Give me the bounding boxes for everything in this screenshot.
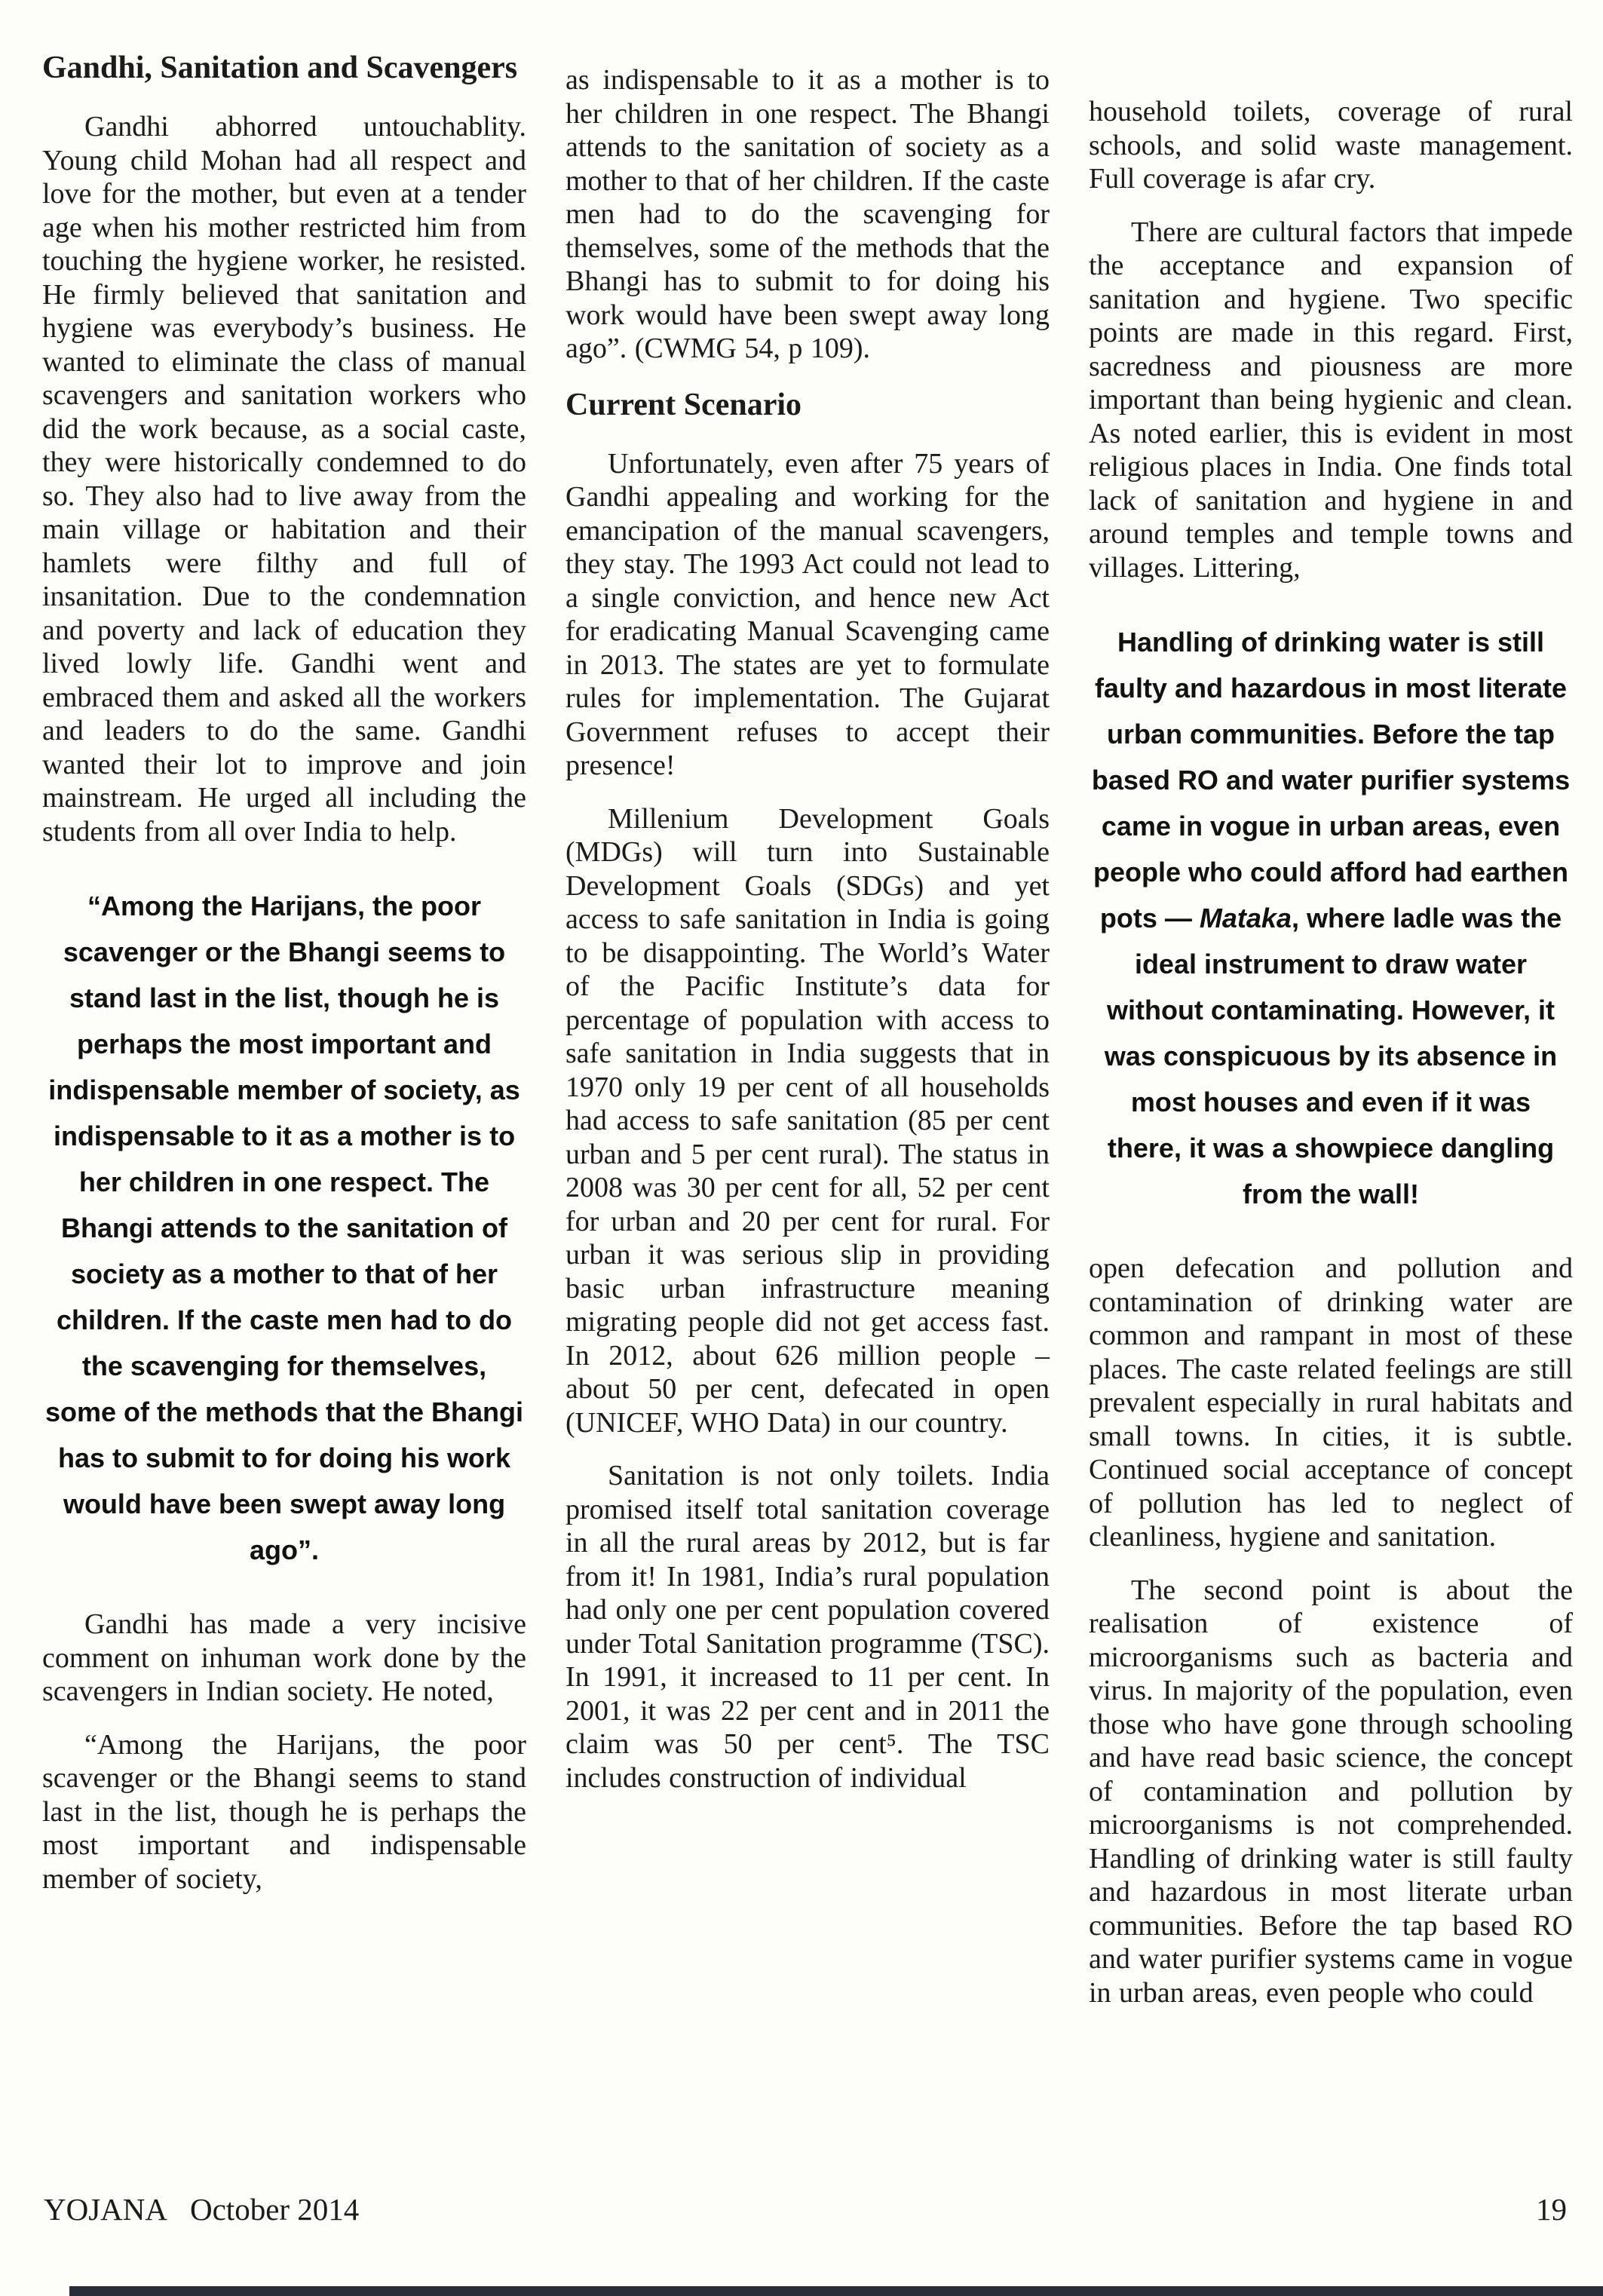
body-paragraph: The second point is about the realisation of existence of microorganisms such as bacteria and virus. In majority of the population, even those who have gone through schooling and have read basic science, the concept of contamination and pollution by microorganisms is not comprehended. Handling of drinking water is still faulty and hazardous in most literate urban communities. Before the tap based RO and water purifier systems came in vogue in urban areas, even people who could xyxy=(1089,1574,1573,2009)
body-paragraph: “Among the Harijans, the poor scavenger or the Bhangi seems to stand last in the list, though he is perhaps the most important and indispensable member of society, xyxy=(42,1728,526,1895)
journal-name: YOJANA xyxy=(44,2192,167,2227)
scan-edge-bar xyxy=(69,2286,1603,2296)
section-heading: Gandhi, Sanitation and Scavengers xyxy=(42,51,518,85)
body-paragraph: Sanitation is not only toilets. India promised itself total sanitation coverage in all the rural areas by 2012, but is far from it! In 1981, India’s rural population had only one per cent population covered under Total Sanitation programme (TSC). In 1991, it increased to 11 per cent. In 2001, it was 22 per cent and in 2011 the claim was 50 per cent⁵. The TSC includes construction of individual xyxy=(565,1460,1050,1794)
body-paragraph-continued: as indispensable to it as a mother is to her children in one respect. The Bhangi attends to the sanitation of society as a mother to that of her children. If the caste men had to do the scavenging for themselves, some of the methods that the Bhangi has to submit to for doing his work would have been swept away long ago”. (CWMG 54, p 109). xyxy=(565,64,1050,364)
footer-journal-issue xyxy=(44,2191,359,2227)
pull-quote: Handling of drinking water is still faulty and hazardous in most literate urban communities. Before the tap based RO and water purifier systems came in vogue in urban areas, even people who could afford had earthen pots — Mataka, where ladle was the ideal instrument to draw water without contaminating. However, it was conspicuous by its absence in most houses and even if it was there, it was a showpiece dangling from the wall! xyxy=(1091,627,1571,1209)
issue-date: October 2014 xyxy=(190,2192,360,2227)
page-footer xyxy=(44,2191,1567,2227)
page-number: 19 xyxy=(1536,2192,1567,2227)
body-paragraph: Millenium Development Goals (MDGs) will turn into Sustainable Development Goals (SDGs) and yet access to safe sanitation in India is going to be disappointing. The World’s Water of the Pacific Institute’s data for percentage of population with access to safe sanitation in India suggests that in 1970 only 19 per cent of all households had access to safe sanitation (85 per cent urban and 5 per cent rural). The status in 2008 was 30 per cent for all, 52 per cent for urban and 20 per cent for rural. For urban it was serious slip in providing basic urban infrastructure meaning migrating people did not get access fast. In 2012, about 626 million people – about 50 per cent, defecated in open (UNICEF, WHO Data) in our country. xyxy=(565,802,1050,1439)
body-paragraph: Gandhi abhorred untouchablity. Young child Mohan had all respect and love for the mother, but even at a tender age when his mother restricted him from touching the hygiene worker, he resisted. He firmly believed that sanitation and hygiene was everybody’s business. He wanted to eliminate the class of manual scavengers and sanitation workers who did the work because, as a social caste, they were historically condemned to do so. They also had to live away from the main village or habitation and their hamlets were filthy and full of insanitation. Due to the condemnation and poverty and lack of education they lived lowly life. Gandhi went and embraced them and asked all the workers and leaders to do the same. Gandhi wanted their lot to improve and join mainstream. He urged all including the students from all over India to help. xyxy=(42,111,526,848)
column-1 xyxy=(42,44,526,2029)
body-paragraph-continued: household toilets, coverage of rural schools, and solid waste management. Full coverage is afar cry. xyxy=(1089,96,1573,195)
body-paragraph: There are cultural factors that impede the acceptance and expansion of sanitation and hygiene. Two specific points are made in this regard. First, sacredness and piousness are more important than being hygienic and clean. As noted earlier, this is evident in most religious places in India. One finds total lack of sanitation and hygiene in and around temples and temple towns and villages. Littering, xyxy=(1089,216,1573,584)
section-heading: Current Scenario xyxy=(565,387,802,422)
pull-quote: “Among the Harijans, the poor scavenger or the Bhangi seems to stand last in the list, though he is perhaps the most important and indispensable member of society, as indispensable to it as a mother is to her children in one respect. The Bhangi attends to the sanitation of society as a mother to that of her children. If the caste men had to do the scavenging for themselves, some of the methods that the Bhangi has to submit to for doing his work would have been swept away long ago”. xyxy=(44,891,524,1565)
article-columns xyxy=(42,44,1573,2029)
body-paragraph: Unfortunately, even after 75 years of Gandhi appealing and working for the emancipation of the manual scavengers, they stay. The 1993 Act could not lead to a single conviction, and hence new Act for eradicating Manual Scavenging came in 2013. The states are yet to formulate rules for implementation. The Gujarat Government refuses to accept their presence! xyxy=(565,447,1050,781)
body-paragraph: Gandhi has made a very incisive comment on inhuman work done by the scavengers in Indian society. He noted, xyxy=(42,1608,526,1707)
column-2 xyxy=(565,44,1050,2029)
column-3 xyxy=(1089,44,1573,2029)
body-paragraph-continued: open defecation and pollution and contamination of drinking water are common and rampant in most of these places. The caste related feelings are still prevalent especially in rural habitats and small towns. In cities, it is subtle. Continued social acceptance of concept of pollution has led to neglect of cleanliness, hygiene and sanitation. xyxy=(1089,1252,1573,1553)
